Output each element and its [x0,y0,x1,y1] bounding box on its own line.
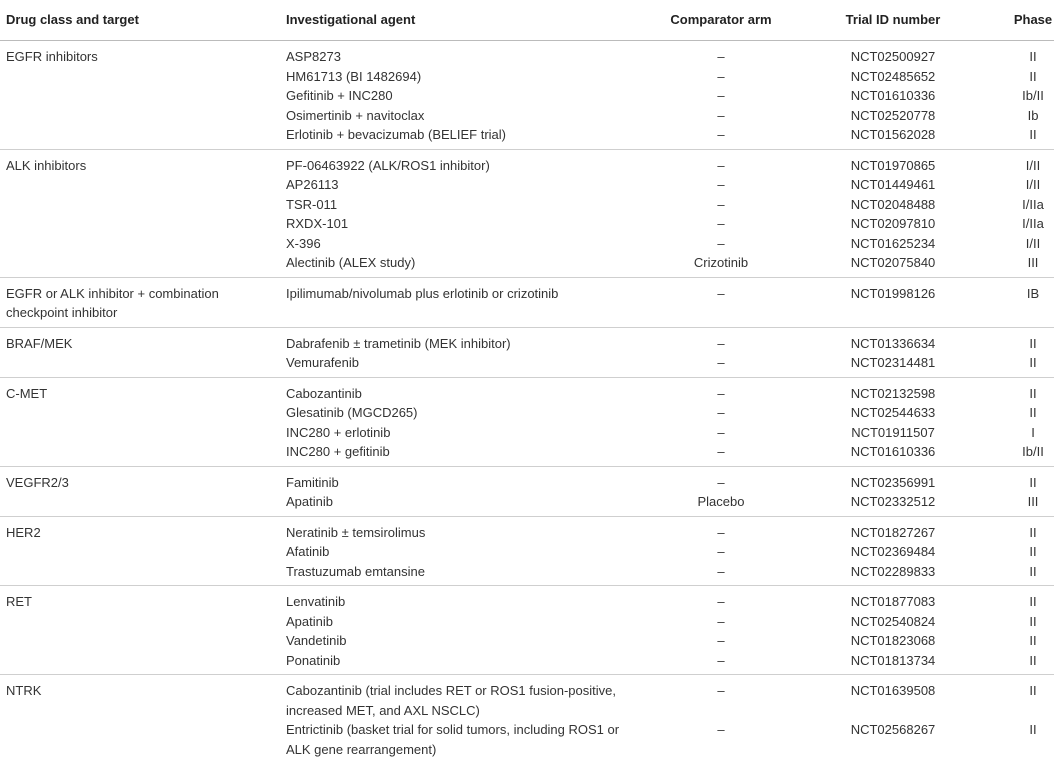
phase-cell: I/II [976,234,1054,254]
table-row [0,125,1054,149]
drug-class-cell [0,195,280,215]
comparator-arm-cell: – [632,423,810,443]
phase-cell: II [976,516,1054,542]
phase-cell: I/IIa [976,195,1054,215]
phase-cell: II [976,542,1054,562]
trial-id-cell: NCT02356991 [810,466,976,492]
header-comparator-arm: Comparator arm [632,0,810,41]
phase-cell: II [976,41,1054,67]
trial-id-cell: NCT01813734 [810,651,976,675]
trial-id-cell: NCT02314481 [810,353,976,377]
phase-cell: III [976,253,1054,277]
comparator-arm-cell: – [632,86,810,106]
comparator-arm-cell: – [632,214,810,234]
table-row [0,353,1054,377]
trial-id-cell: NCT02500927 [810,41,976,67]
trial-id-cell: NCT02097810 [810,214,976,234]
drug-class-cell [0,353,280,377]
comparator-arm-cell: Placebo [632,492,810,516]
table-header [0,0,1054,41]
table-row [0,106,1054,126]
trial-id-cell: NCT01449461 [810,175,976,195]
comparator-arm-cell: – [632,106,810,126]
phase-cell: II [976,675,1054,721]
table-row [0,253,1054,277]
drug-class-cell [0,720,280,763]
header-phase: Phase [976,0,1054,41]
drug-class-cell [0,651,280,675]
investigational-agent-cell: Apatinib [280,612,632,632]
drug-class-cell [0,631,280,651]
comparator-arm-cell: – [632,562,810,586]
table-row [0,631,1054,651]
table-row [0,67,1054,87]
drug-class-cell [0,253,280,277]
phase-cell: II [976,466,1054,492]
comparator-arm-cell: – [632,377,810,403]
phase-cell: II [976,720,1054,763]
drug-class-cell: VEGFR2/3 [0,466,280,492]
phase-cell: I/II [976,175,1054,195]
phase-cell: II [976,562,1054,586]
trial-id-cell: NCT01610336 [810,86,976,106]
phase-cell: II [976,586,1054,612]
drug-class-cell [0,106,280,126]
investigational-agent-cell: Cabozantinib [280,377,632,403]
comparator-arm-cell: – [632,403,810,423]
table-row [0,277,1054,327]
phase-cell: I [976,423,1054,443]
comparator-arm-cell: – [632,327,810,353]
phase-cell: IB [976,277,1054,327]
trial-id-cell: NCT02369484 [810,542,976,562]
table-row [0,423,1054,443]
drug-class-cell: EGFR inhibitors [0,41,280,67]
trial-id-cell: NCT01625234 [810,234,976,254]
drug-class-cell: ALK inhibitors [0,149,280,175]
drug-class-cell [0,562,280,586]
drug-class-cell [0,86,280,106]
comparator-arm-cell: – [632,234,810,254]
drug-class-cell: EGFR or ALK inhibitor + combination checkpoint inhibitor [0,277,280,327]
trial-id-cell: NCT01823068 [810,631,976,651]
trial-id-cell: NCT01336634 [810,327,976,353]
drug-class-cell [0,403,280,423]
comparator-arm-cell: – [632,67,810,87]
table-row [0,41,1054,67]
table-row [0,214,1054,234]
investigational-agent-cell: INC280 + erlotinib [280,423,632,443]
drug-class-cell [0,67,280,87]
investigational-agent-cell: Gefitinib + INC280 [280,86,632,106]
investigational-agent-cell: Famitinib [280,466,632,492]
drug-class-cell [0,492,280,516]
phase-cell: Ib/II [976,442,1054,466]
investigational-agent-cell: X-396 [280,234,632,254]
header-investigational-agent: Investigational agent [280,0,632,41]
phase-cell: II [976,327,1054,353]
comparator-arm-cell: – [632,675,810,721]
trial-id-cell: NCT02132598 [810,377,976,403]
trial-id-cell: NCT02544633 [810,403,976,423]
investigational-agent-cell: Vandetinib [280,631,632,651]
comparator-arm-cell: – [632,586,810,612]
drug-class-cell: C-MET [0,377,280,403]
drug-class-cell: HER2 [0,516,280,542]
comparator-arm-cell: – [632,41,810,67]
table-row [0,175,1054,195]
drug-class-cell [0,442,280,466]
table-row [0,562,1054,586]
drug-class-cell: NTRK [0,675,280,721]
trial-id-cell: NCT02568267 [810,720,976,763]
trial-id-cell: NCT01877083 [810,586,976,612]
investigational-agent-cell: Ipilimumab/nivolumab plus erlotinib or crizotinib [280,277,632,327]
drug-class-cell [0,423,280,443]
drug-class-cell [0,125,280,149]
investigational-agent-cell: Neratinib ± temsirolimus [280,516,632,542]
trial-id-cell: NCT02540824 [810,612,976,632]
drug-class-cell: RET [0,586,280,612]
trial-id-cell: NCT02075840 [810,253,976,277]
table-row [0,542,1054,562]
table-row [0,377,1054,403]
investigational-agent-cell: Trastuzumab emtansine [280,562,632,586]
investigational-agent-cell: Alectinib (ALEX study) [280,253,632,277]
investigational-agent-cell: RXDX-101 [280,214,632,234]
investigational-agent-cell: Dabrafenib ± trametinib (MEK inhibitor) [280,327,632,353]
investigational-agent-cell: Glesatinib (MGCD265) [280,403,632,423]
investigational-agent-cell: Ponatinib [280,651,632,675]
table-row [0,149,1054,175]
header-row [0,0,1054,41]
phase-cell: Ib/II [976,86,1054,106]
phase-cell: III [976,492,1054,516]
trial-id-cell: NCT02332512 [810,492,976,516]
phase-cell: I/IIa [976,214,1054,234]
trial-id-cell: NCT01562028 [810,125,976,149]
investigational-agent-cell: Lenvatinib [280,586,632,612]
drug-class-cell [0,175,280,195]
comparator-arm-cell: – [632,125,810,149]
investigational-agent-cell: TSR-011 [280,195,632,215]
trial-id-cell: NCT01998126 [810,277,976,327]
investigational-agent-cell: Entrictinib (basket trial for solid tumors, including ROS1 or ALK gene rearrangement) [280,720,632,763]
comparator-arm-cell: – [632,542,810,562]
comparator-arm-cell: – [632,442,810,466]
investigational-agent-cell: Osimertinib + navitoclax [280,106,632,126]
table-row [0,586,1054,612]
comparator-arm-cell: – [632,720,810,763]
table-row [0,651,1054,675]
investigational-agent-cell: Apatinib [280,492,632,516]
investigational-agent-cell: PF-06463922 (ALK/ROS1 inhibitor) [280,149,632,175]
table-row [0,327,1054,353]
investigational-agent-cell: Cabozantinib (trial includes RET or ROS1 fusion-positive, increased MET, and AXL NSCLC) [280,675,632,721]
table-row [0,86,1054,106]
comparator-arm-cell: – [632,277,810,327]
phase-cell: Ib [976,106,1054,126]
table-row [0,612,1054,632]
trial-id-cell: NCT01639508 [810,675,976,721]
comparator-arm-cell: – [632,353,810,377]
investigational-agent-cell: INC280 + gefitinib [280,442,632,466]
phase-cell: II [976,631,1054,651]
table-row [0,516,1054,542]
table-row [0,466,1054,492]
phase-cell: II [976,353,1054,377]
comparator-arm-cell: – [632,516,810,542]
table-row [0,720,1054,763]
phase-cell: II [976,612,1054,632]
table-row [0,195,1054,215]
investigational-agent-cell: HM61713 (BI 1482694) [280,67,632,87]
trial-id-cell: NCT02485652 [810,67,976,87]
drug-class-cell: BRAF/MEK [0,327,280,353]
investigational-agent-cell: ASP8273 [280,41,632,67]
header-trial-id: Trial ID number [810,0,976,41]
drug-class-cell [0,234,280,254]
comparator-arm-cell: – [632,651,810,675]
trial-id-cell: NCT02048488 [810,195,976,215]
trial-id-cell: NCT01970865 [810,149,976,175]
comparator-arm-cell: – [632,149,810,175]
trial-id-cell: NCT01827267 [810,516,976,542]
investigational-agent-cell: Erlotinib + bevacizumab (BELIEF trial) [280,125,632,149]
phase-cell: II [976,403,1054,423]
comparator-arm-cell: Crizotinib [632,253,810,277]
table-row [0,492,1054,516]
trial-id-cell: NCT02289833 [810,562,976,586]
comparator-arm-cell: – [632,195,810,215]
comparator-arm-cell: – [632,612,810,632]
investigational-agent-cell: Afatinib [280,542,632,562]
trial-id-cell: NCT01610336 [810,442,976,466]
investigational-agent-cell: Vemurafenib [280,353,632,377]
comparator-arm-cell: – [632,175,810,195]
investigational-agent-cell: AP26113 [280,175,632,195]
drug-class-cell [0,214,280,234]
phase-cell: II [976,377,1054,403]
phase-cell: II [976,651,1054,675]
drug-class-cell [0,612,280,632]
trial-id-cell: NCT01911507 [810,423,976,443]
table-row [0,403,1054,423]
drug-class-cell [0,542,280,562]
comparator-arm-cell: – [632,466,810,492]
trial-id-cell: NCT02520778 [810,106,976,126]
table-body [0,41,1054,763]
comparator-arm-cell: – [632,631,810,651]
table-row [0,442,1054,466]
phase-cell: I/II [976,149,1054,175]
header-drug-class: Drug class and target [0,0,280,41]
table-row [0,234,1054,254]
phase-cell: II [976,125,1054,149]
table-row [0,675,1054,721]
phase-cell: II [976,67,1054,87]
